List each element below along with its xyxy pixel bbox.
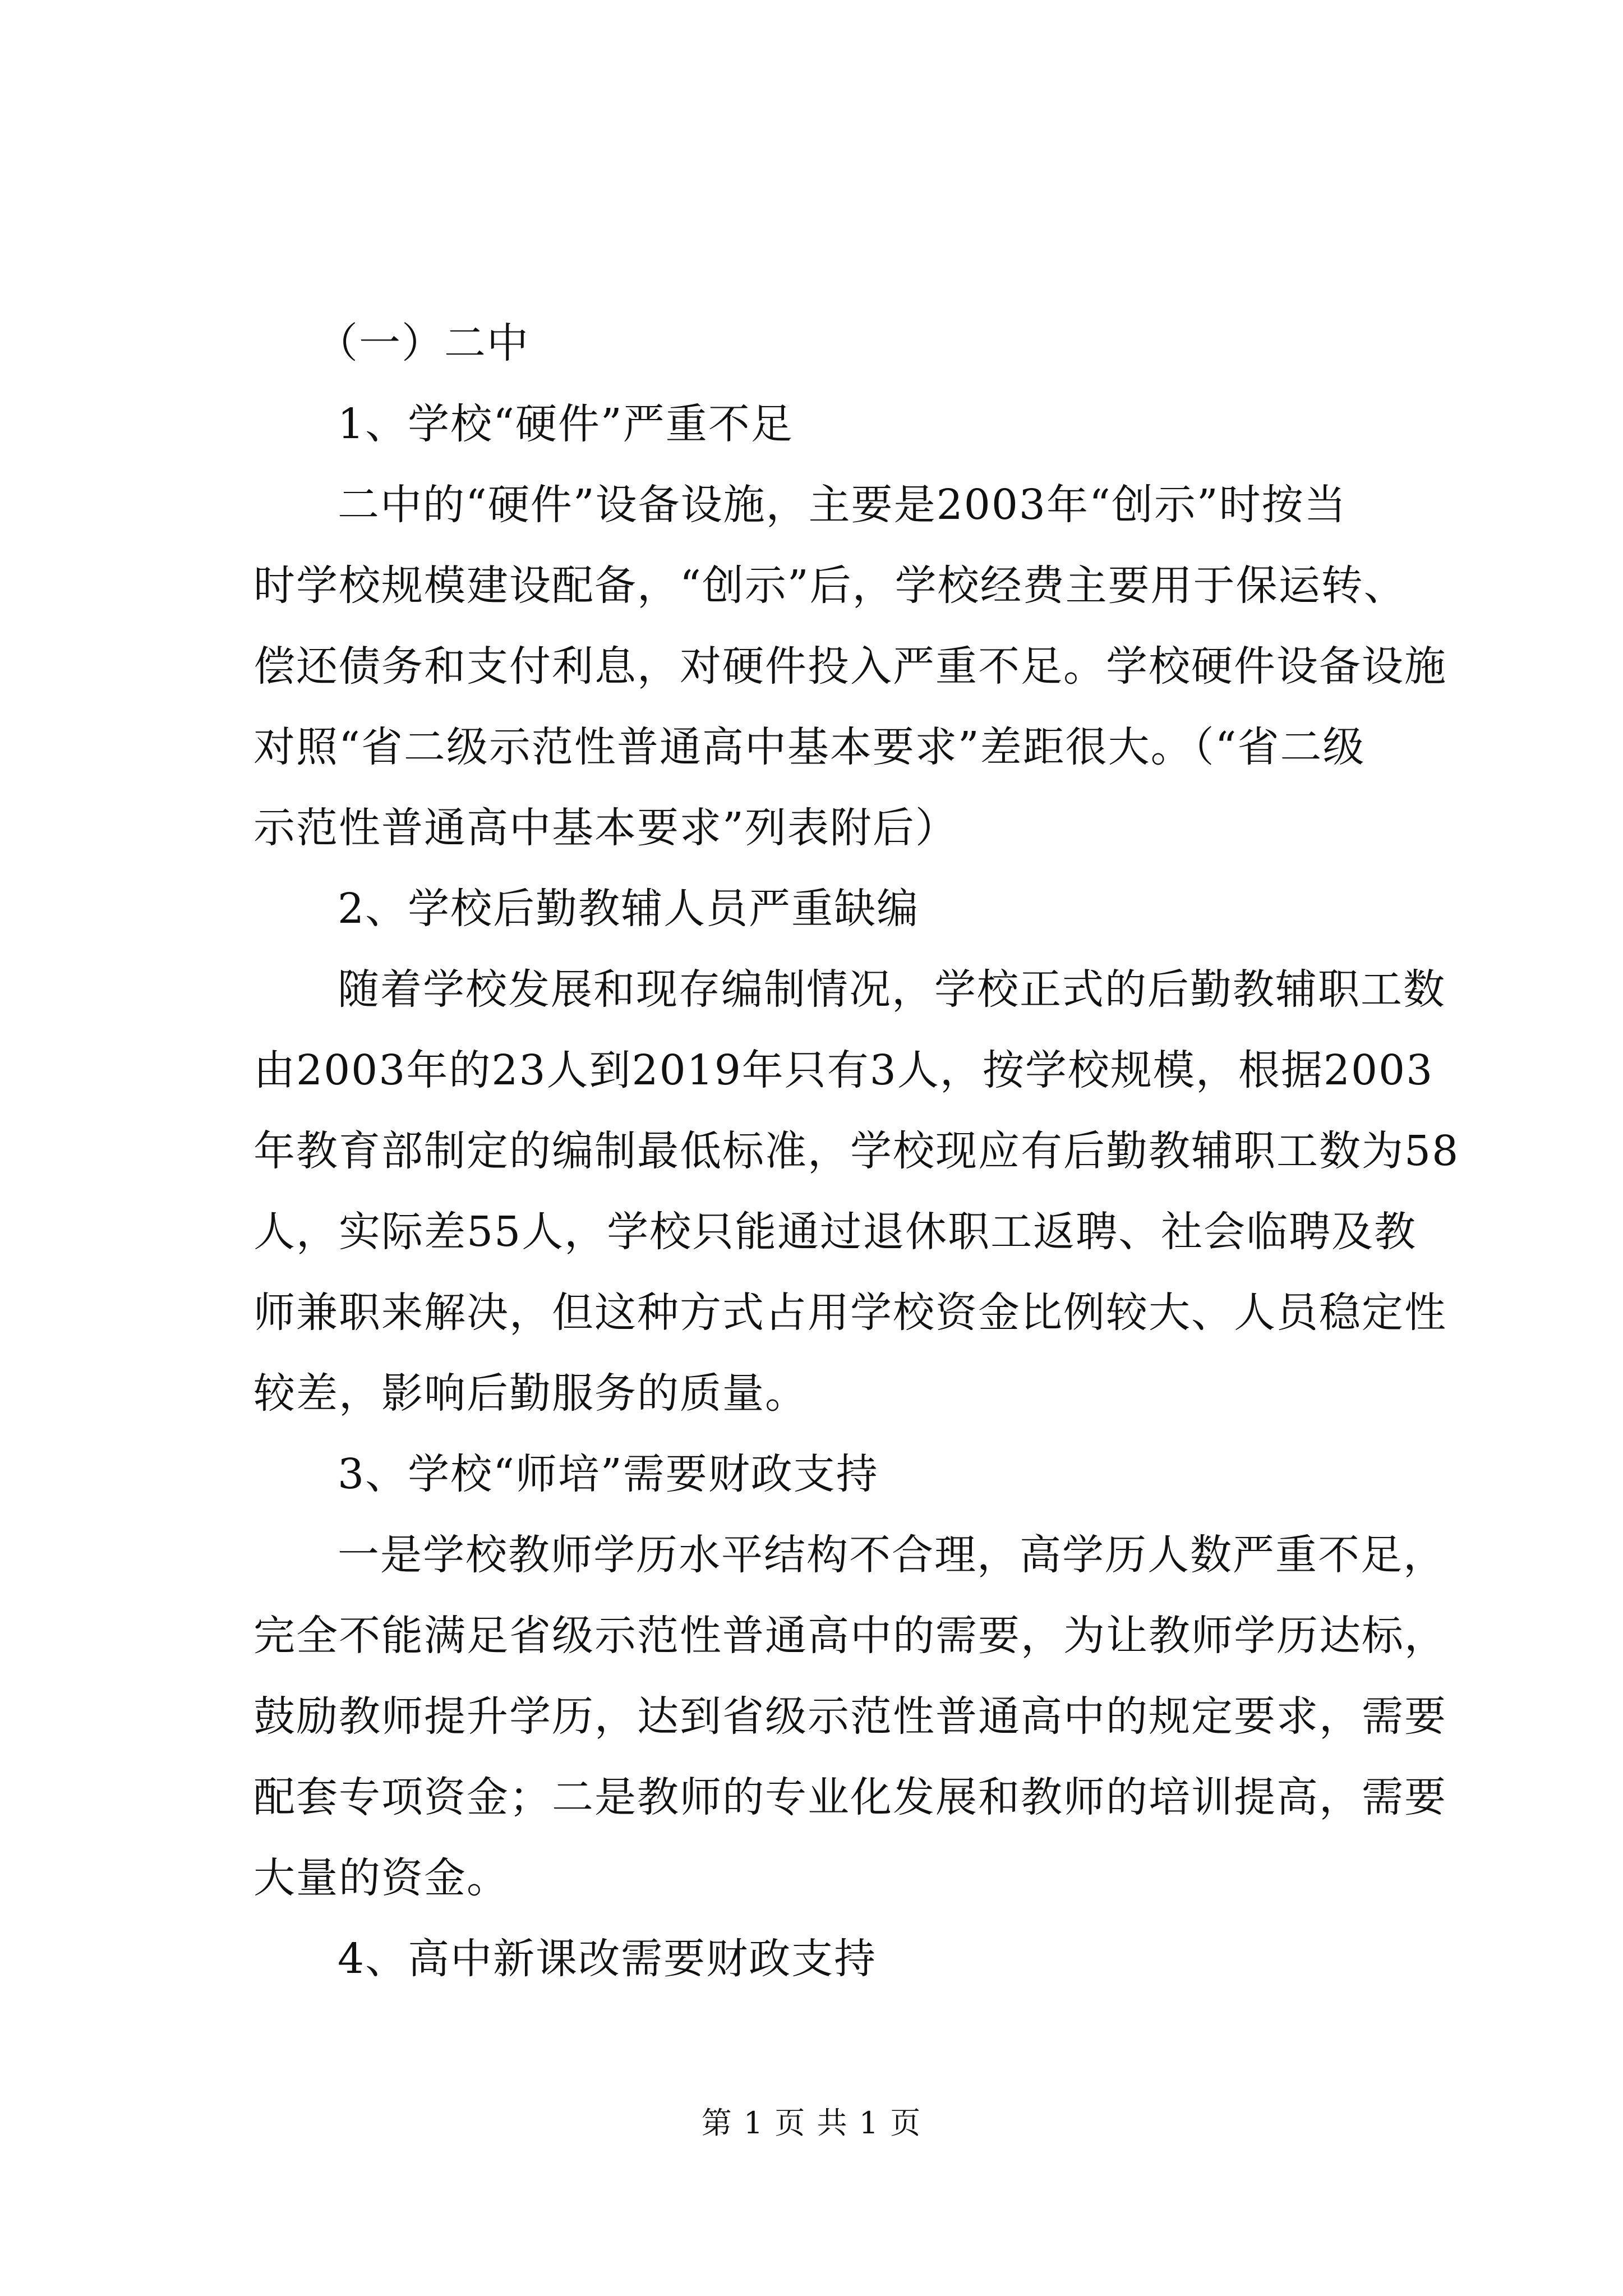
subsection-heading-3: 3、学校“师培”需要财政支持 — [338, 1450, 879, 1498]
paragraph-line: 人，实际差55人，学校只能通过退休职工返聘、社会临聘及教 — [253, 1208, 1417, 1256]
paragraph-line: 鼓励教师提升学历，达到省级示范性普通高中的规定要求，需要 — [253, 1692, 1447, 1741]
document-body — [253, 303, 1460, 1999]
paragraph-line: 对照“省二级示范性普通高中基本要求”差距很大。（“省二级 — [253, 723, 1366, 771]
paragraph-line: 师兼职来解决，但这种方式占用学校资金比例较大、人员稳定性 — [253, 1289, 1447, 1337]
paragraph-line: 大量的资金。 — [253, 1854, 509, 1902]
section-heading: （一）二中 — [316, 319, 529, 367]
paragraph-line: 示范性普通高中基本要求”列表附后） — [253, 804, 958, 852]
paragraph-line: 由2003年的23人到2019年只有3人，按学校规模，根据2003 — [253, 1046, 1434, 1094]
page-footer: 第 1 页 共 1 页 — [701, 2105, 922, 2141]
paragraph-line: 配套专项资金；二是教师的专业化发展和教师的培训提高，需要 — [253, 1773, 1447, 1821]
paragraph-line: 年教育部制定的编制最低标准，学校现应有后勤教辅职工数为58 — [253, 1127, 1460, 1175]
paragraph-line: 一是学校教师学历水平结构不合理，高学历人数严重不足， — [338, 1531, 1446, 1579]
paragraph-line: 时学校规模建设配备，“创示”后，学校经费主要用于保运转、 — [253, 562, 1407, 610]
paragraph-line: 偿还债务和支付利息，对硬件投入严重不足。学校硬件设备设施 — [253, 642, 1447, 691]
paragraph-line: 较差，影响后勤服务的质量。 — [253, 1369, 808, 1418]
paragraph-line: 二中的“硬件”设备设施，主要是2003年“创示”时按当 — [338, 481, 1347, 529]
subsection-heading-4: 4、高中新课改需要财政支持 — [338, 1935, 877, 1983]
subsection-heading-2: 2、学校后勤教辅人员严重缺编 — [338, 885, 920, 933]
paragraph-line: 完全不能满足省级示范性普通高中的需要，为让教师学历达标， — [253, 1612, 1447, 1660]
paragraph-line: 随着学校发展和现存编制情况，学校正式的后勤教辅职工数 — [338, 965, 1446, 1014]
subsection-heading-1: 1、学校“硬件”严重不足 — [338, 400, 794, 448]
